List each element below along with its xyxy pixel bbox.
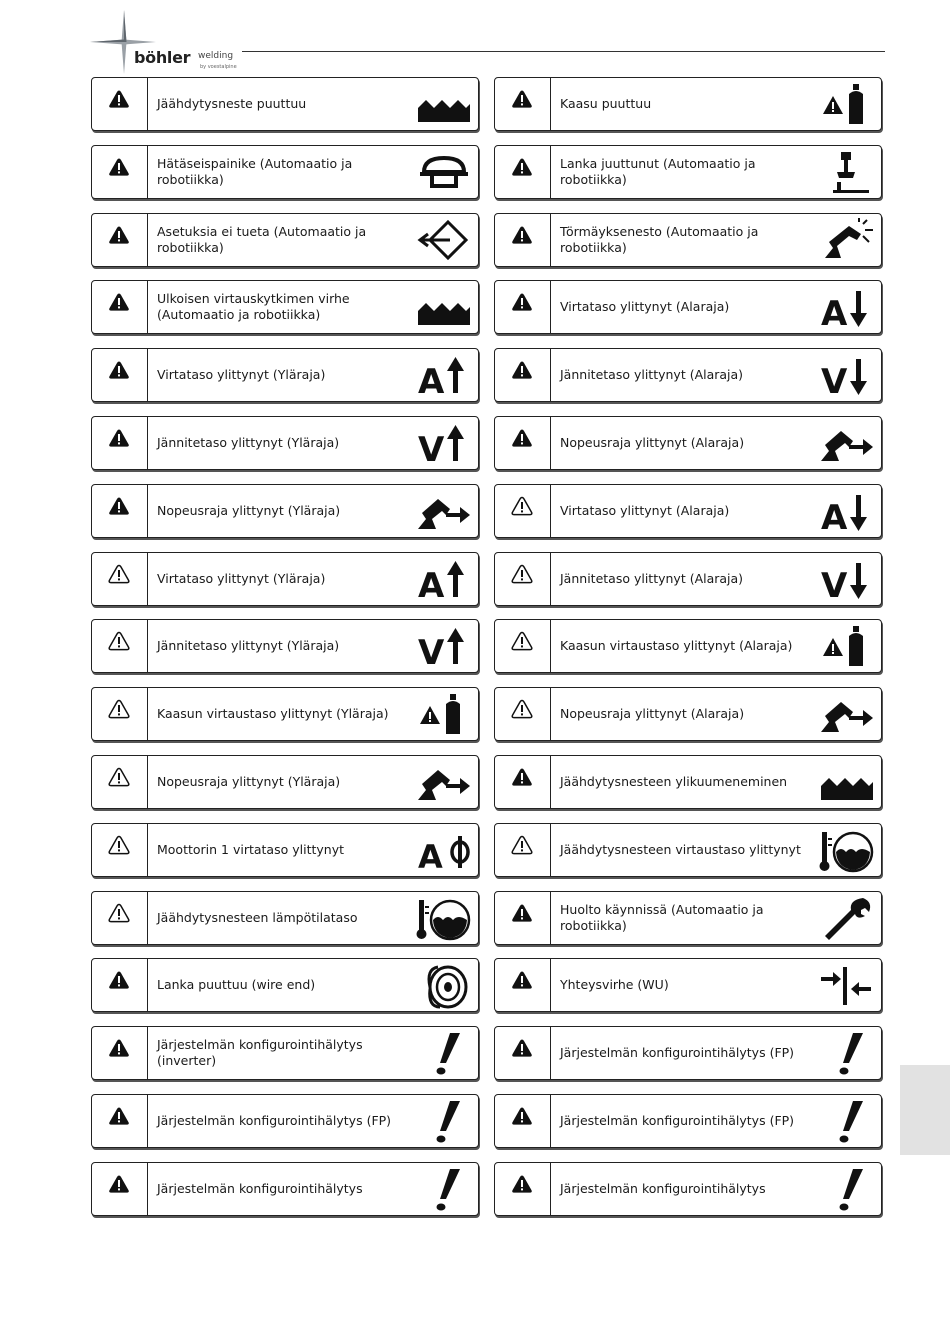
robot-speed-icon [819, 421, 875, 467]
alarm-description: Yhteysvirhe (WU) [560, 977, 669, 992]
unsupported-settings-icon [416, 218, 472, 264]
alarm-row [91, 484, 479, 538]
exclamation-icon [819, 1099, 875, 1145]
alarm-description: Jännitetaso ylittynyt (Yläraja) [157, 638, 340, 653]
robot-speed-icon [416, 760, 472, 806]
exclamation-icon [416, 1031, 472, 1077]
alarm-description: Lanka juuttunut (Automaatio ja robotiikka) [560, 156, 756, 187]
alarm-description: Moottorin 1 virtataso ylittynyt [157, 842, 344, 857]
warning-triangle-icon [495, 485, 551, 537]
brand-name: böhler [134, 48, 191, 67]
alarm-row [494, 484, 882, 538]
gas-cylinder-warning-icon [416, 692, 472, 738]
warning-triangle-icon [92, 620, 148, 672]
alarm-description: Virtataso ylittynyt (Alaraja) [560, 503, 730, 518]
alarm-description: Jännitetaso ylittynyt (Alaraja) [560, 571, 744, 586]
alarm-row [494, 619, 882, 673]
exclamation-icon [416, 1167, 472, 1213]
exclamation-icon [819, 1167, 875, 1213]
alarm-row [91, 213, 479, 267]
warning-triangle-icon [495, 553, 551, 605]
warning-triangle-icon [92, 553, 148, 605]
alarm-row [91, 416, 479, 470]
robot-speed-icon [819, 692, 875, 738]
coolant-level-icon [416, 82, 472, 128]
voltage-high-icon [416, 624, 472, 670]
alarm-triangle-icon [495, 892, 551, 944]
alarm-row [494, 891, 882, 945]
bohler-logo [88, 8, 248, 76]
alarm-description: Kaasun virtaustaso ylittynyt (Alaraja) [560, 638, 793, 653]
alarm-triangle-icon [92, 485, 148, 537]
alarm-triangle-icon [92, 146, 148, 198]
gas-cylinder-warning-icon [819, 624, 875, 670]
current-low-icon [819, 285, 875, 331]
alarm-description: Nopeusraja ylittynyt (Yläraja) [157, 503, 341, 518]
warning-triangle-icon [495, 688, 551, 740]
wrench-icon [819, 896, 875, 942]
svg-text:V: V [418, 633, 445, 670]
alarm-triangle-icon [92, 349, 148, 401]
alarm-row [91, 958, 479, 1012]
warning-triangle-icon [92, 688, 148, 740]
svg-text:A: A [418, 838, 443, 874]
brand-tagline: by voestalpine [200, 64, 237, 70]
alarm-triangle-icon [495, 1095, 551, 1147]
alarm-row [494, 1026, 882, 1080]
alarm-row [91, 619, 479, 673]
alarm-row [494, 958, 882, 1012]
section-tab [900, 1065, 950, 1155]
alarm-row [91, 891, 479, 945]
brand-suffix: welding [198, 51, 234, 61]
alarm-triangle-icon [92, 1027, 148, 1079]
alarm-description: Huolto käynnissä (Automaatio ja robotiikka) [560, 902, 764, 933]
alarm-description: Jännitetaso ylittynyt (Alaraja) [560, 367, 744, 382]
alarm-description: Törmäyksenesto (Automaatio ja robotiikka) [560, 224, 759, 255]
voltage-low-icon [819, 557, 875, 603]
alarm-triangle-icon [495, 1027, 551, 1079]
alarm-description: Lanka puuttuu (wire end) [157, 977, 316, 992]
alarm-description: Hätäseispainike (Automaatio ja robotiikka) [157, 156, 353, 187]
alarm-description: Virtataso ylittynyt (Yläraja) [157, 367, 326, 382]
alarm-row [91, 280, 479, 334]
exclamation-icon [819, 1031, 875, 1077]
warning-triangle-icon [92, 824, 148, 876]
alarm-description: Jäähdytysnesteen ylikuumeneminen [560, 774, 788, 789]
alarm-row [91, 755, 479, 809]
header-rule [242, 51, 885, 52]
alarm-description: Järjestelmän konfigurointihälytys [560, 1181, 766, 1196]
coolant-temperature-icon [416, 896, 472, 942]
current-high-icon [416, 557, 472, 603]
voltage-low-icon [819, 353, 875, 399]
alarm-triangle-icon [495, 1163, 551, 1215]
motor-current-icon [416, 828, 472, 874]
alarm-description: Järjestelmän konfigurointihälytys (FP) [560, 1113, 795, 1128]
alarm-description: Järjestelmän konfigurointihälytys [157, 1181, 363, 1196]
alarm-description: Järjestelmän konfigurointihälytys (inverter) [157, 1037, 363, 1068]
coolant-temperature-icon [819, 828, 875, 874]
robot-collision-icon [819, 218, 875, 264]
alarm-row [494, 145, 882, 199]
alarm-triangle-icon [92, 959, 148, 1011]
warning-triangle-icon [92, 756, 148, 808]
alarm-row [91, 823, 479, 877]
svg-text:A: A [418, 362, 445, 399]
alarm-row [494, 77, 882, 131]
alarm-description: Ulkoisen virtauskytkimen virhe (Automaatio ja robotiikka) [157, 291, 350, 322]
alarm-description: Kaasun virtaustaso ylittynyt (Yläraja) [157, 706, 389, 721]
svg-text:A: A [821, 498, 848, 535]
alarm-row [91, 77, 479, 131]
svg-text:A: A [418, 566, 445, 603]
alarm-row [494, 823, 882, 877]
coolant-level-icon [416, 285, 472, 331]
alarm-description: Kaasu puuttuu [560, 96, 652, 111]
connection-error-icon [819, 963, 875, 1009]
alarm-row [494, 687, 882, 741]
svg-text:A: A [821, 294, 848, 331]
alarm-description: Järjestelmän konfigurointihälytys (FP) [560, 1045, 795, 1060]
alarm-description: Nopeusraja ylittynyt (Yläraja) [157, 774, 341, 789]
alarm-triangle-icon [92, 1095, 148, 1147]
alarm-triangle-icon [92, 281, 148, 333]
emergency-stop-icon [416, 150, 472, 196]
alarm-triangle-icon [92, 1163, 148, 1215]
alarm-description: Järjestelmän konfigurointihälytys (FP) [157, 1113, 392, 1128]
warning-triangle-icon [495, 824, 551, 876]
alarm-triangle-icon [495, 349, 551, 401]
alarm-row [91, 1094, 479, 1148]
svg-text:V: V [821, 362, 848, 399]
alarm-row [91, 1026, 479, 1080]
alarm-triangle-icon [495, 214, 551, 266]
alarm-row [494, 280, 882, 334]
alarm-triangle-icon [495, 756, 551, 808]
alarm-description: Jäähdytysnesteen lämpötilataso [157, 910, 358, 925]
alarm-row [494, 348, 882, 402]
alarm-description: Virtataso ylittynyt (Alaraja) [560, 299, 730, 314]
alarm-row [494, 755, 882, 809]
coolant-level-icon [819, 760, 875, 806]
alarm-triangle-icon [92, 214, 148, 266]
alarm-description: Nopeusraja ylittynyt (Alaraja) [560, 706, 745, 721]
alarm-triangle-icon [495, 959, 551, 1011]
alarm-triangle-icon [92, 78, 148, 130]
wire-stuck-icon [819, 150, 875, 196]
alarm-row [494, 552, 882, 606]
alarm-triangle-icon [495, 78, 551, 130]
svg-text:V: V [821, 566, 848, 603]
alarm-row [91, 348, 479, 402]
wire-spool-icon [416, 963, 472, 1009]
alarm-row [494, 416, 882, 470]
alarm-row [494, 1094, 882, 1148]
alarm-triangle-icon [92, 417, 148, 469]
current-low-icon [819, 489, 875, 535]
warning-triangle-icon [495, 620, 551, 672]
exclamation-icon [416, 1099, 472, 1145]
alarm-description: Jännitetaso ylittynyt (Yläraja) [157, 435, 340, 450]
svg-text:V: V [418, 430, 445, 467]
voltage-high-icon [416, 421, 472, 467]
alarm-description: Asetuksia ei tueta (Automaatio ja robotiikka) [157, 224, 367, 255]
alarm-triangle-icon [495, 417, 551, 469]
alarm-description: Nopeusraja ylittynyt (Alaraja) [560, 435, 745, 450]
alarm-description: Virtataso ylittynyt (Yläraja) [157, 571, 326, 586]
warning-triangle-icon [92, 892, 148, 944]
alarm-description: Jäähdytysneste puuttuu [157, 96, 307, 111]
alarm-row [91, 552, 479, 606]
current-high-icon [416, 353, 472, 399]
alarm-description: Jäähdytysnesteen virtaustaso ylittynyt [560, 842, 801, 857]
alarm-row [91, 687, 479, 741]
alarm-triangle-icon [495, 146, 551, 198]
alarm-row [91, 1162, 479, 1216]
gas-cylinder-warning-icon [819, 82, 875, 128]
alarm-row [494, 1162, 882, 1216]
alarm-row [494, 213, 882, 267]
robot-speed-icon [416, 489, 472, 535]
alarm-triangle-icon [495, 281, 551, 333]
alarm-row [91, 145, 479, 199]
